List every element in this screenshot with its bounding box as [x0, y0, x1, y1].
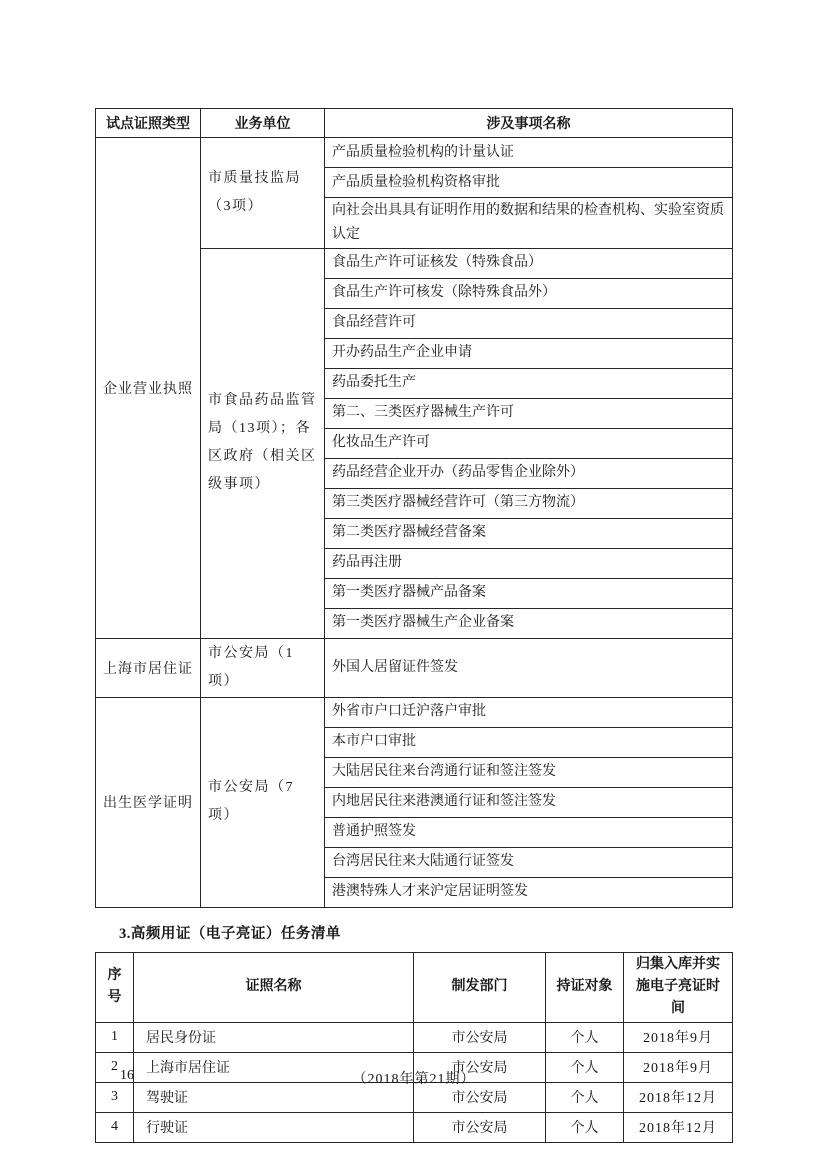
matter-cell: 化妆品生产许可 — [325, 428, 733, 458]
business-unit-cell: 市质量技监局（3项） — [201, 138, 325, 249]
table-header-row — [96, 952, 733, 1022]
matter-cell: 外省市户口迁沪落户审批 — [325, 697, 733, 727]
matter-cell: 大陆居民往来台湾通行证和签注签发 — [325, 757, 733, 787]
row-number-cell: 4 — [96, 1112, 134, 1142]
matter-cell: 第二类医疗器械经营备案 — [325, 518, 733, 548]
license-type-cell: 出生医学证明 — [96, 697, 201, 907]
table-header-row — [96, 109, 733, 138]
matter-cell: 向社会出具具有证明作用的数据和结果的检查机构、实验室资质认定 — [325, 198, 733, 249]
col-header-business-unit: 业务单位 — [201, 109, 325, 138]
matter-cell: 开办药品生产企业申请 — [325, 338, 733, 368]
implement-time-cell: 2018年9月 — [624, 1052, 733, 1082]
col-header-number: 序号 — [96, 952, 134, 1022]
table-row — [96, 697, 733, 727]
matter-cell: 第二、三类医疗器械生产许可 — [325, 398, 733, 428]
table-row — [96, 638, 733, 697]
license-type-cell: 上海市居住证 — [96, 638, 201, 697]
issuing-dept-cell: 市公安局 — [414, 1112, 546, 1142]
table-row — [96, 1112, 733, 1142]
holder-cell: 个人 — [546, 1052, 624, 1082]
matter-cell: 食品经营许可 — [325, 308, 733, 338]
business-unit-cell: 市公安局（1项） — [201, 638, 325, 697]
holder-cell: 个人 — [546, 1082, 624, 1112]
license-name-cell: 行驶证 — [134, 1112, 414, 1142]
col-header-holder: 持证对象 — [546, 952, 624, 1022]
business-unit-cell: 市食品药品监管局（13项）；各区政府（相关区级事项） — [201, 248, 325, 638]
license-type-cell: 企业营业执照 — [96, 138, 201, 639]
table-row — [96, 1022, 733, 1052]
issuing-dept-cell: 市公安局 — [414, 1082, 546, 1112]
issuing-dept-cell: 市公安局 — [414, 1052, 546, 1082]
holder-cell: 个人 — [546, 1112, 624, 1142]
matter-cell: 产品质量检验机构资格审批 — [325, 168, 733, 198]
matter-cell: 第一类医疗器械生产企业备案 — [325, 608, 733, 638]
matter-cell: 外国人居留证件签发 — [325, 638, 733, 697]
section-heading: 3.高频用证（电子亮证）任务清单 — [119, 925, 341, 942]
matter-cell: 内地居民往来港澳通行证和签注签发 — [325, 787, 733, 817]
col-header-issuing-dept: 制发部门 — [414, 952, 546, 1022]
page-number: 16 — [120, 1068, 134, 1083]
task-list-table — [95, 952, 733, 1143]
matter-cell: 食品生产许可核发（除特殊食品外） — [325, 278, 733, 308]
issuing-dept-cell: 市公安局 — [414, 1022, 546, 1052]
page-footer — [95, 1068, 733, 1088]
implement-time-cell: 2018年12月 — [624, 1082, 733, 1112]
matter-cell: 第一类医疗器械产品备案 — [325, 578, 733, 608]
row-number-cell: 2 — [96, 1052, 134, 1082]
document-content — [95, 108, 733, 1143]
row-number-cell: 1 — [96, 1022, 134, 1052]
matter-cell: 台湾居民往来大陆通行证签发 — [325, 847, 733, 877]
matter-cell: 港澳特殊人才来沪定居证明签发 — [325, 877, 733, 907]
license-name-cell: 驾驶证 — [134, 1082, 414, 1112]
matter-cell: 普通护照签发 — [325, 817, 733, 847]
issue-label: （2018年第21期） — [352, 1072, 476, 1087]
implement-time-cell: 2018年9月 — [624, 1022, 733, 1052]
col-header-matter-name: 涉及事项名称 — [325, 109, 733, 138]
matter-cell: 食品生产许可证核发（特殊食品） — [325, 248, 733, 278]
implement-time-cell: 2018年12月 — [624, 1112, 733, 1142]
col-header-license-name: 证照名称 — [134, 952, 414, 1022]
matter-cell: 本市户口审批 — [325, 727, 733, 757]
pilot-license-table — [95, 108, 733, 908]
matter-cell: 药品委托生产 — [325, 368, 733, 398]
license-name-cell: 上海市居住证 — [134, 1052, 414, 1082]
matter-cell: 药品经营企业开办（药品零售企业除外） — [325, 458, 733, 488]
col-header-implement-time: 归集入库并实施电子亮证时间 — [624, 952, 733, 1022]
col-header-license-type: 试点证照类型 — [96, 109, 201, 138]
matter-cell: 药品再注册 — [325, 548, 733, 578]
row-number-cell: 3 — [96, 1082, 134, 1112]
table-row — [96, 138, 733, 168]
matter-cell: 第三类医疗器械经营许可（第三方物流） — [325, 488, 733, 518]
matter-cell: 产品质量检验机构的计量认证 — [325, 138, 733, 168]
business-unit-cell: 市公安局（7项） — [201, 697, 325, 907]
holder-cell: 个人 — [546, 1022, 624, 1052]
license-name-cell: 居民身份证 — [134, 1022, 414, 1052]
